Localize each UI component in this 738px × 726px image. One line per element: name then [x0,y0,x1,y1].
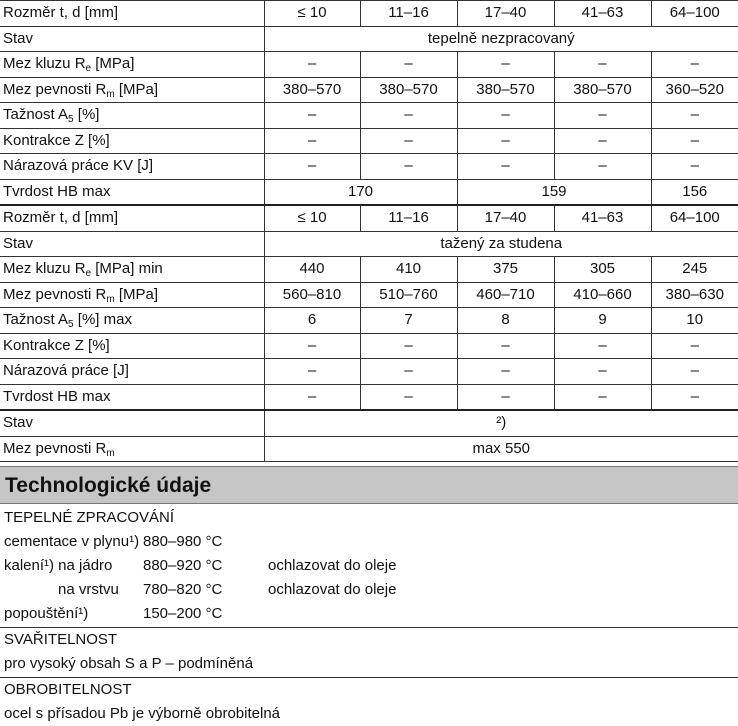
value-cell: 380–570 [457,77,554,103]
size-label: Rozměr t, d [mm] [0,205,264,231]
value-cell: – [554,154,651,180]
value-cell: 440 [264,257,360,283]
value-cell: – [360,103,457,129]
label-text: Mez kluzu R [3,55,86,73]
table-row [0,282,738,308]
tensile-strength-label [0,436,264,462]
label-subscript: m [106,293,115,305]
label-subscript: 5 [68,114,74,126]
label-text: Mez pevnosti R [3,285,107,303]
treatment-label: cementace v plynu¹) [4,533,140,550]
size-cell: 64–100 [651,205,738,231]
state-label: Stav [0,231,264,257]
tensile-strength-label [0,77,264,103]
table-row [0,128,738,154]
value-cell: 305 [554,257,651,283]
value-cell: 170 [264,179,457,205]
value-cell: – [457,52,554,78]
size-cell: 64–100 [651,1,738,27]
label-text: Mez kluzu R [3,260,86,278]
table-row [0,77,738,103]
label-text: [MPa] min [91,260,163,278]
value-cell: – [457,384,554,410]
table-row [0,26,738,52]
heat-treatment-block [0,506,738,626]
machinability-block [0,678,738,726]
value-cell: 9 [554,308,651,334]
treatment-label: kalení¹) na jádro [4,557,113,574]
value-cell: 8 [457,308,554,334]
list-item [4,578,738,602]
weldability-block [0,628,738,676]
treatment-note: ochlazovat do oleje [268,581,397,598]
treatment-temp: 880–980 °C [143,533,223,550]
elongation-label [0,308,264,334]
size-cell: 41–63 [554,205,651,231]
value-cell: – [360,154,457,180]
treatment-label: na vrstvu [58,581,119,598]
treatment-note: ochlazovat do oleje [268,557,397,574]
value-cell: – [264,333,360,359]
machinability-title: OBROBITELNOST [4,681,132,698]
label-text: [MPa] [114,285,159,303]
value-cell: – [554,384,651,410]
state-value: tepelně nezpracovaný [264,26,738,52]
value-cell: – [651,154,738,180]
value-cell: – [554,103,651,129]
yield-strength-label [0,52,264,78]
value-cell: – [264,52,360,78]
label-subscript: m [106,88,115,100]
table-row [0,257,738,283]
treatment-temp: 780–820 °C [143,581,223,598]
value-cell: – [554,359,651,385]
machinability-text: ocel s přísadou Pb je výborně obrobitelná [4,705,281,722]
value-cell: – [651,384,738,410]
value-cell: – [457,128,554,154]
value-cell: – [651,128,738,154]
label-text: [%] max [73,311,132,329]
label-text: Mez pevnosti R [3,439,107,457]
value-cell: 380–570 [360,77,457,103]
table-row [0,436,738,462]
label-text: [MPa] [114,80,159,98]
value-cell: 7 [360,308,457,334]
value-cell: – [360,333,457,359]
label-subscript: e [85,63,92,75]
table-row [0,359,738,385]
hardness-label: Tvrdost HB max [0,179,264,205]
section-heading: Technologické údaje [0,466,738,504]
state-label: Stav [0,26,264,52]
table-row [0,1,738,27]
value-cell: 245 [651,257,738,283]
table-row [0,384,738,410]
value-cell: – [264,154,360,180]
hardness-label: Tvrdost HB max [0,384,264,410]
value-cell: 10 [651,308,738,334]
table-row [0,52,738,78]
list-item [4,554,738,578]
value-cell: – [360,384,457,410]
size-cell: ≤ 10 [264,1,360,27]
table-row [0,179,738,205]
treatment-temp: 880–920 °C [143,557,223,574]
value-cell: – [554,52,651,78]
label-subscript: e [85,268,92,280]
treatment-label: popouštění¹) [4,605,89,622]
state-value: ²) [264,410,738,436]
size-label: Rozměr t, d [mm] [0,1,264,27]
size-cell: ≤ 10 [264,205,360,231]
impact-energy-label: Nárazová práce [J] [0,359,264,385]
value-cell: – [264,103,360,129]
table-row [0,103,738,129]
list-item [4,530,738,554]
weldability-title: SVAŘITELNOST [4,631,118,648]
table-row [0,333,738,359]
value-cell: 159 [457,179,651,205]
value-cell: – [264,128,360,154]
value-cell: – [457,359,554,385]
label-subscript: 5 [68,319,74,331]
value-cell: – [360,128,457,154]
value-cell: 380–570 [264,77,360,103]
value-cell: max 550 [264,436,738,462]
value-cell: – [360,52,457,78]
value-cell: – [554,333,651,359]
value-cell: – [651,359,738,385]
impact-energy-label: Nárazová práce KV [J] [0,154,264,180]
size-cell: 17–40 [457,205,554,231]
size-cell: 11–16 [360,205,457,231]
value-cell: – [554,128,651,154]
contraction-label: Kontrakce Z [%] [0,128,264,154]
size-cell: 41–63 [554,1,651,27]
tensile-strength-label [0,282,264,308]
value-cell: – [360,359,457,385]
yield-strength-label [0,257,264,283]
table-row [0,205,738,231]
label-text: [MPa] [91,55,135,73]
label-text: [%] [73,106,100,124]
value-cell: – [651,333,738,359]
list-item [4,602,738,626]
state-label: Stav [0,410,264,436]
value-cell: 410 [360,257,457,283]
value-cell: – [457,154,554,180]
table-row [0,231,738,257]
table-row [0,308,738,334]
elongation-label [0,103,264,129]
size-cell: 17–40 [457,1,554,27]
value-cell: 560–810 [264,282,360,308]
value-cell: – [651,103,738,129]
value-cell: – [457,333,554,359]
table-row [0,410,738,436]
value-cell: 460–710 [457,282,554,308]
value-cell: 6 [264,308,360,334]
weldability-text: pro vysoký obsah S a P – podmíněná [4,655,254,672]
value-cell: 510–760 [360,282,457,308]
value-cell: – [457,103,554,129]
value-cell: 156 [651,179,738,205]
value-cell: – [264,359,360,385]
label-subscript: m [106,447,115,459]
heat-treatment-title: TEPELNÉ ZPRACOVÁNÍ [4,509,175,526]
state-value: tažený za studena [264,231,738,257]
contraction-label: Kontrakce Z [%] [0,333,264,359]
treatment-temp: 150–200 °C [143,605,223,622]
value-cell: 380–570 [554,77,651,103]
value-cell: 410–660 [554,282,651,308]
value-cell: 380–630 [651,282,738,308]
value-cell: – [264,384,360,410]
label-text: Tažnost A [3,106,69,124]
label-text: Mez pevnosti R [3,80,107,98]
value-cell: 375 [457,257,554,283]
value-cell: 360–520 [651,77,738,103]
value-cell: – [651,52,738,78]
size-cell: 11–16 [360,1,457,27]
table-row [0,154,738,180]
label-text: Tažnost A [3,311,69,329]
